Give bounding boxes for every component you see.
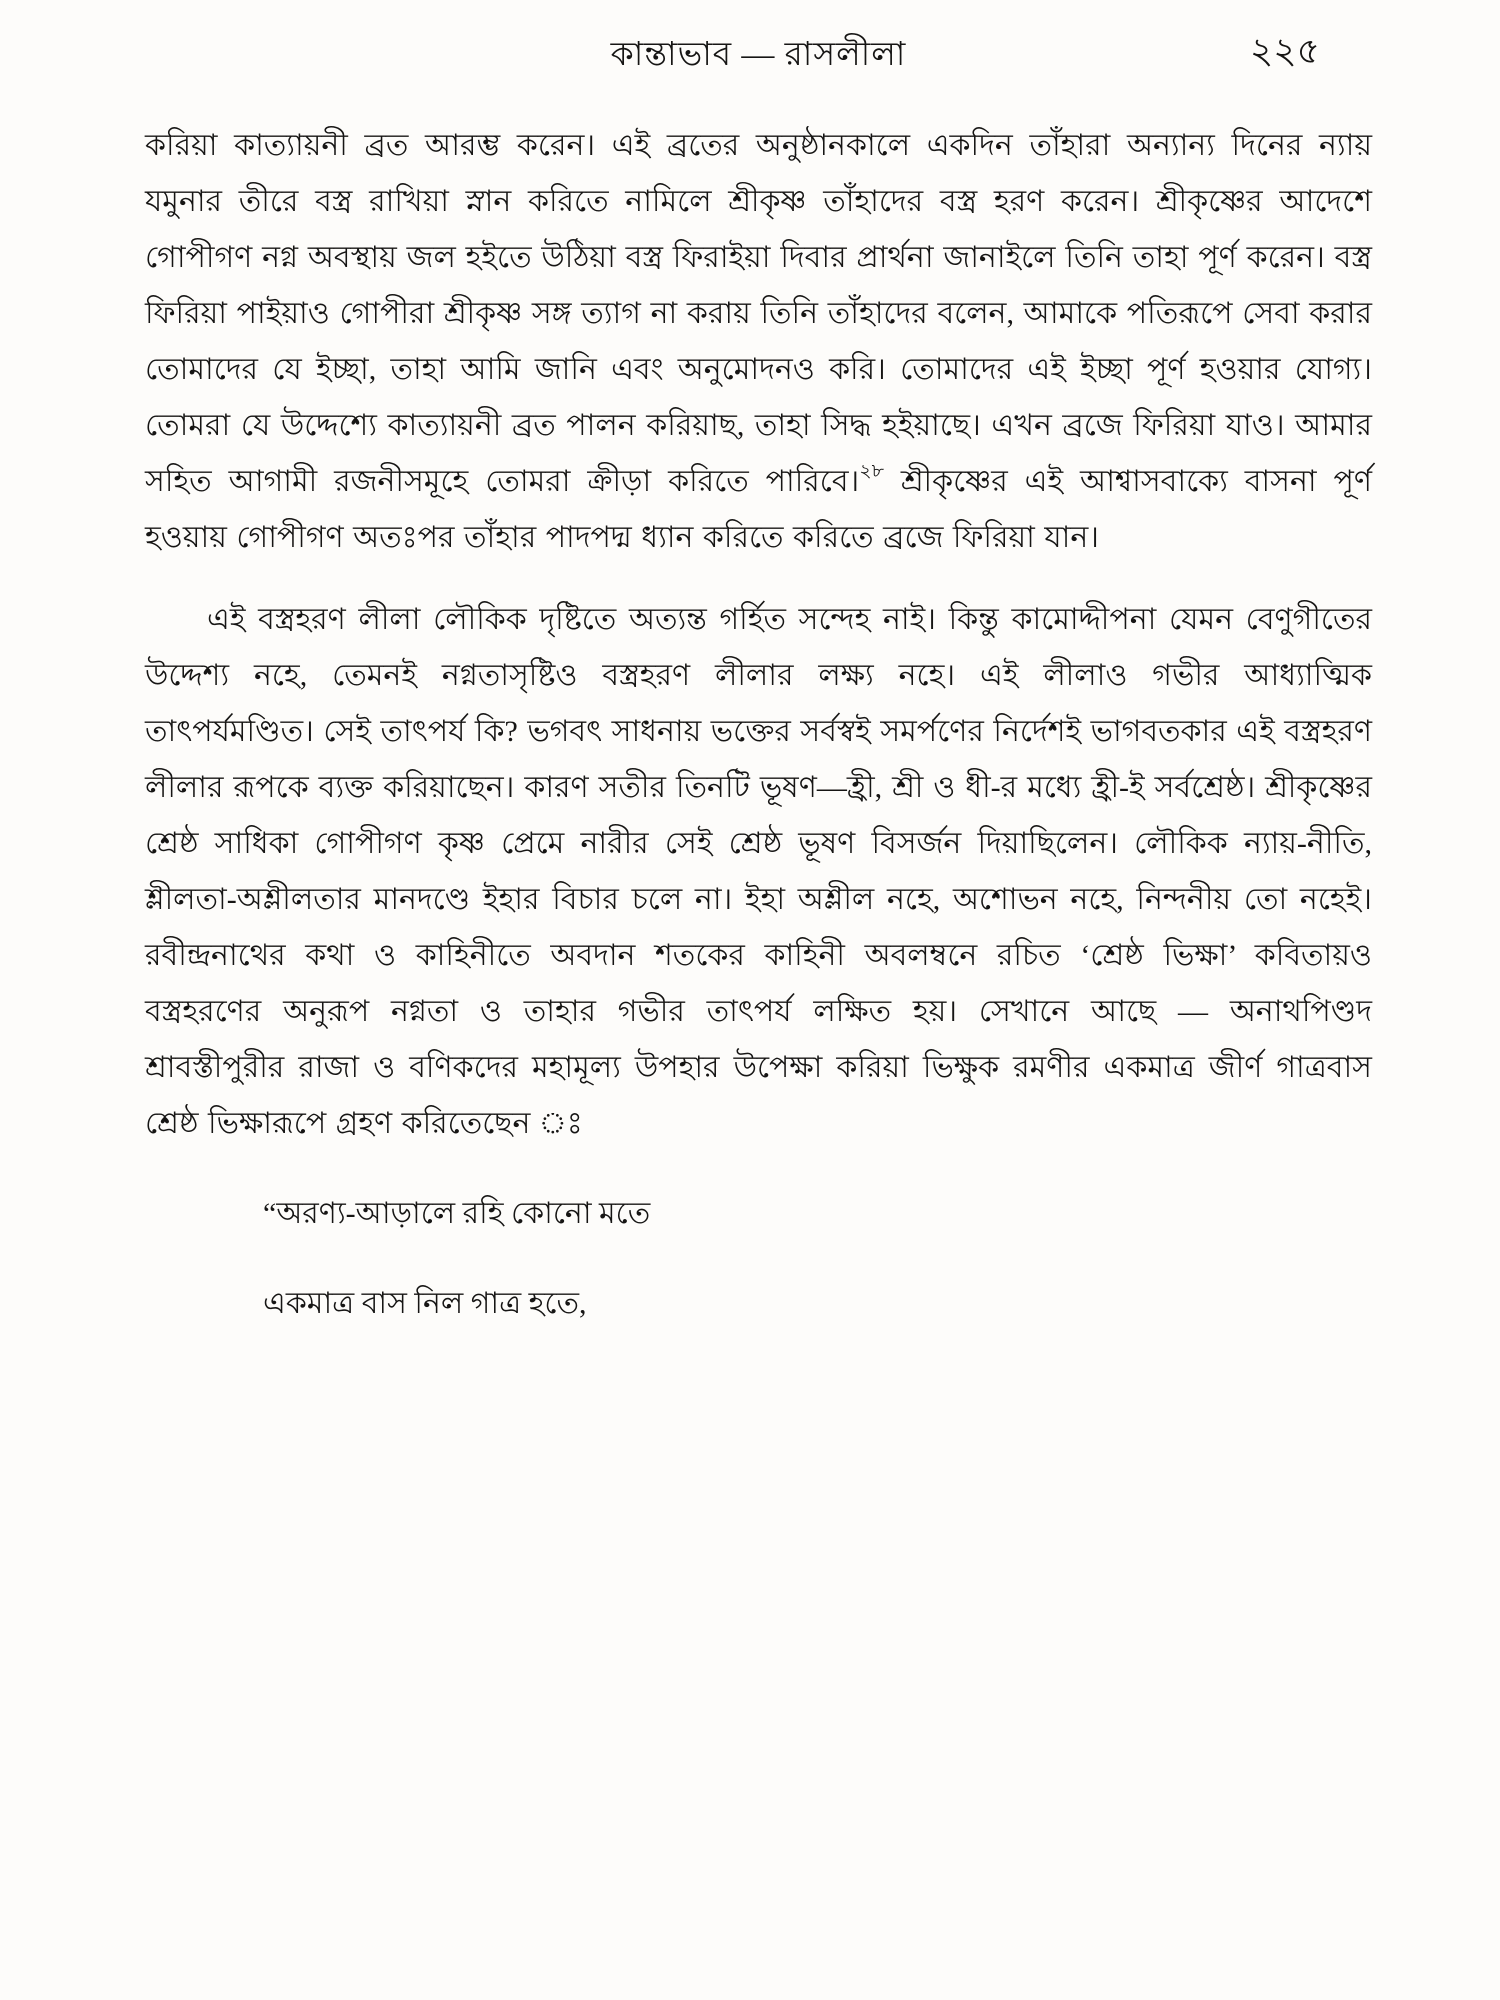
running-title: কান্তাভাব — রাসলীলা: [610, 37, 907, 73]
page-number: ২২৫: [1249, 31, 1320, 71]
page-header: [145, 28, 1372, 90]
verse-line-2: একমাত্র বাস নিল গাত্র হতে,: [263, 1287, 587, 1320]
verse-quote: [263, 1186, 1372, 1332]
footnote-ref-28: ২৮: [859, 461, 884, 482]
verse-line-1: “অরণ্য-আড়ালে রহি কোনো মতে: [263, 1197, 651, 1230]
body-text: [145, 118, 1372, 1332]
paragraph-1-continuation: শ্রীকৃষ্ণের এই আশ্বাসবাক্যে বাসনা পূর্ণ হওয়ায় গোপীগণ অতঃপর তাঁহার পাদপদ্ম ধ্যান করিতে করিতে ব্রজে ফিরিয়া যান।: [145, 465, 1372, 554]
paragraph-1-text: করিয়া কাত্যায়নী ব্রত আরম্ভ করেন। এই ব্রতের অনুষ্ঠানকালে একদিন তাঁহারা অন্যান্য দিনের ন্যায় যমুনার তীরে বস্ত্র রাখিয়া স্নান করিতে নামিলে শ্রীকৃষ্ণ তাঁহাদের বস্ত্র হরণ করেন। শ্রীকৃষ্ণের আদেশে গোপীগণ নগ্ন অবস্থায় জল হইতে উঠিয়া বস্ত্র ফিরাইয়া দিবার প্রার্থনা জানাইলে তিনি তাহা পূর্ণ করেন। বস্ত্র ফিরিয়া পাইয়াও গোপীরা শ্রীকৃষ্ণ সঙ্গ ত্যাগ না করায় তিনি তাঁহাদের বলেন, আমাকে পতিরূপে সেবা করার তোমাদের যে ইচ্ছা, তাহা আমি জানি এবং অনুমোদনও করি। তোমাদের এই ইচ্ছা পূর্ণ হওয়ার যোগ্য। তোমরা যে উদ্দেশ্যে কাত্যায়নী ব্রত পালন করিয়াছ, তাহা সিদ্ধ হইয়াছে। এখন ব্রজে ফিরিয়া যাও। আমার সহিত আগামী রজনীসমূহে তোমরা ক্রীড়া করিতে পারিবে।: [145, 129, 1372, 498]
paragraph-1: [145, 118, 1372, 566]
paragraph-2: এই বস্ত্রহরণ লীলা লৌকিক দৃষ্টিতে অত্যন্ত গর্হিত সন্দেহ নাই। কিন্তু কামোদ্দীপনা যেমন বেণুগীতের উদ্দেশ্য নহে, তেমনই নগ্নতাসৃষ্টিও বস্ত্রহরণ লীলার লক্ষ্য নহে। এই লীলাও গভীর আধ্যাত্মিক তাৎপর্যমণ্ডিত। সেই তাৎপর্য কি? ভগবৎ সাধনায় ভক্তের সর্বস্বই সমর্পণের নির্দেশই ভাগবতকার এই বস্ত্রহরণ লীলার রূপকে ব্যক্ত করিয়াছেন। কারণ সতীর তিনটি ভূষণ—হ্রী, শ্রী ও ধী-র মধ্যে হ্রী-ই সর্বশ্রেষ্ঠ। শ্রীকৃষ্ণের শ্রেষ্ঠ সাধিকা গোপীগণ কৃষ্ণ প্রেমে নারীর সেই শ্রেষ্ঠ ভূষণ বিসর্জন দিয়াছিলেন। লৌকিক ন্যায়-নীতি, শ্লীলতা-অশ্লীলতার মানদণ্ডে ইহার বিচার চলে না। ইহা অশ্লীল নহে, অশোভন নহে, নিন্দনীয় তো নহেই। রবীন্দ্রনাথের কথা ও কাহিনীতে অবদান শতকের কাহিনী অবলম্বনে রচিত ‘শ্রেষ্ঠ ভিক্ষা’ কবিতায়ও বস্ত্রহরণের অনুরূপ নগ্নতা ও তাহার গভীর তাৎপর্য লক্ষিত হয়। সেখানে আছে — অনাথপিণ্ডদ শ্রাবস্তীপুরীর রাজা ও বণিকদের মহামূল্য উপহার উপেক্ষা করিয়া ভিক্ষুক রমণীর একমাত্র জীর্ণ গাত্রবাস শ্রেষ্ঠ ভিক্ষারূপে গ্রহণ করিতেছেন ঃ: [145, 603, 1372, 1140]
